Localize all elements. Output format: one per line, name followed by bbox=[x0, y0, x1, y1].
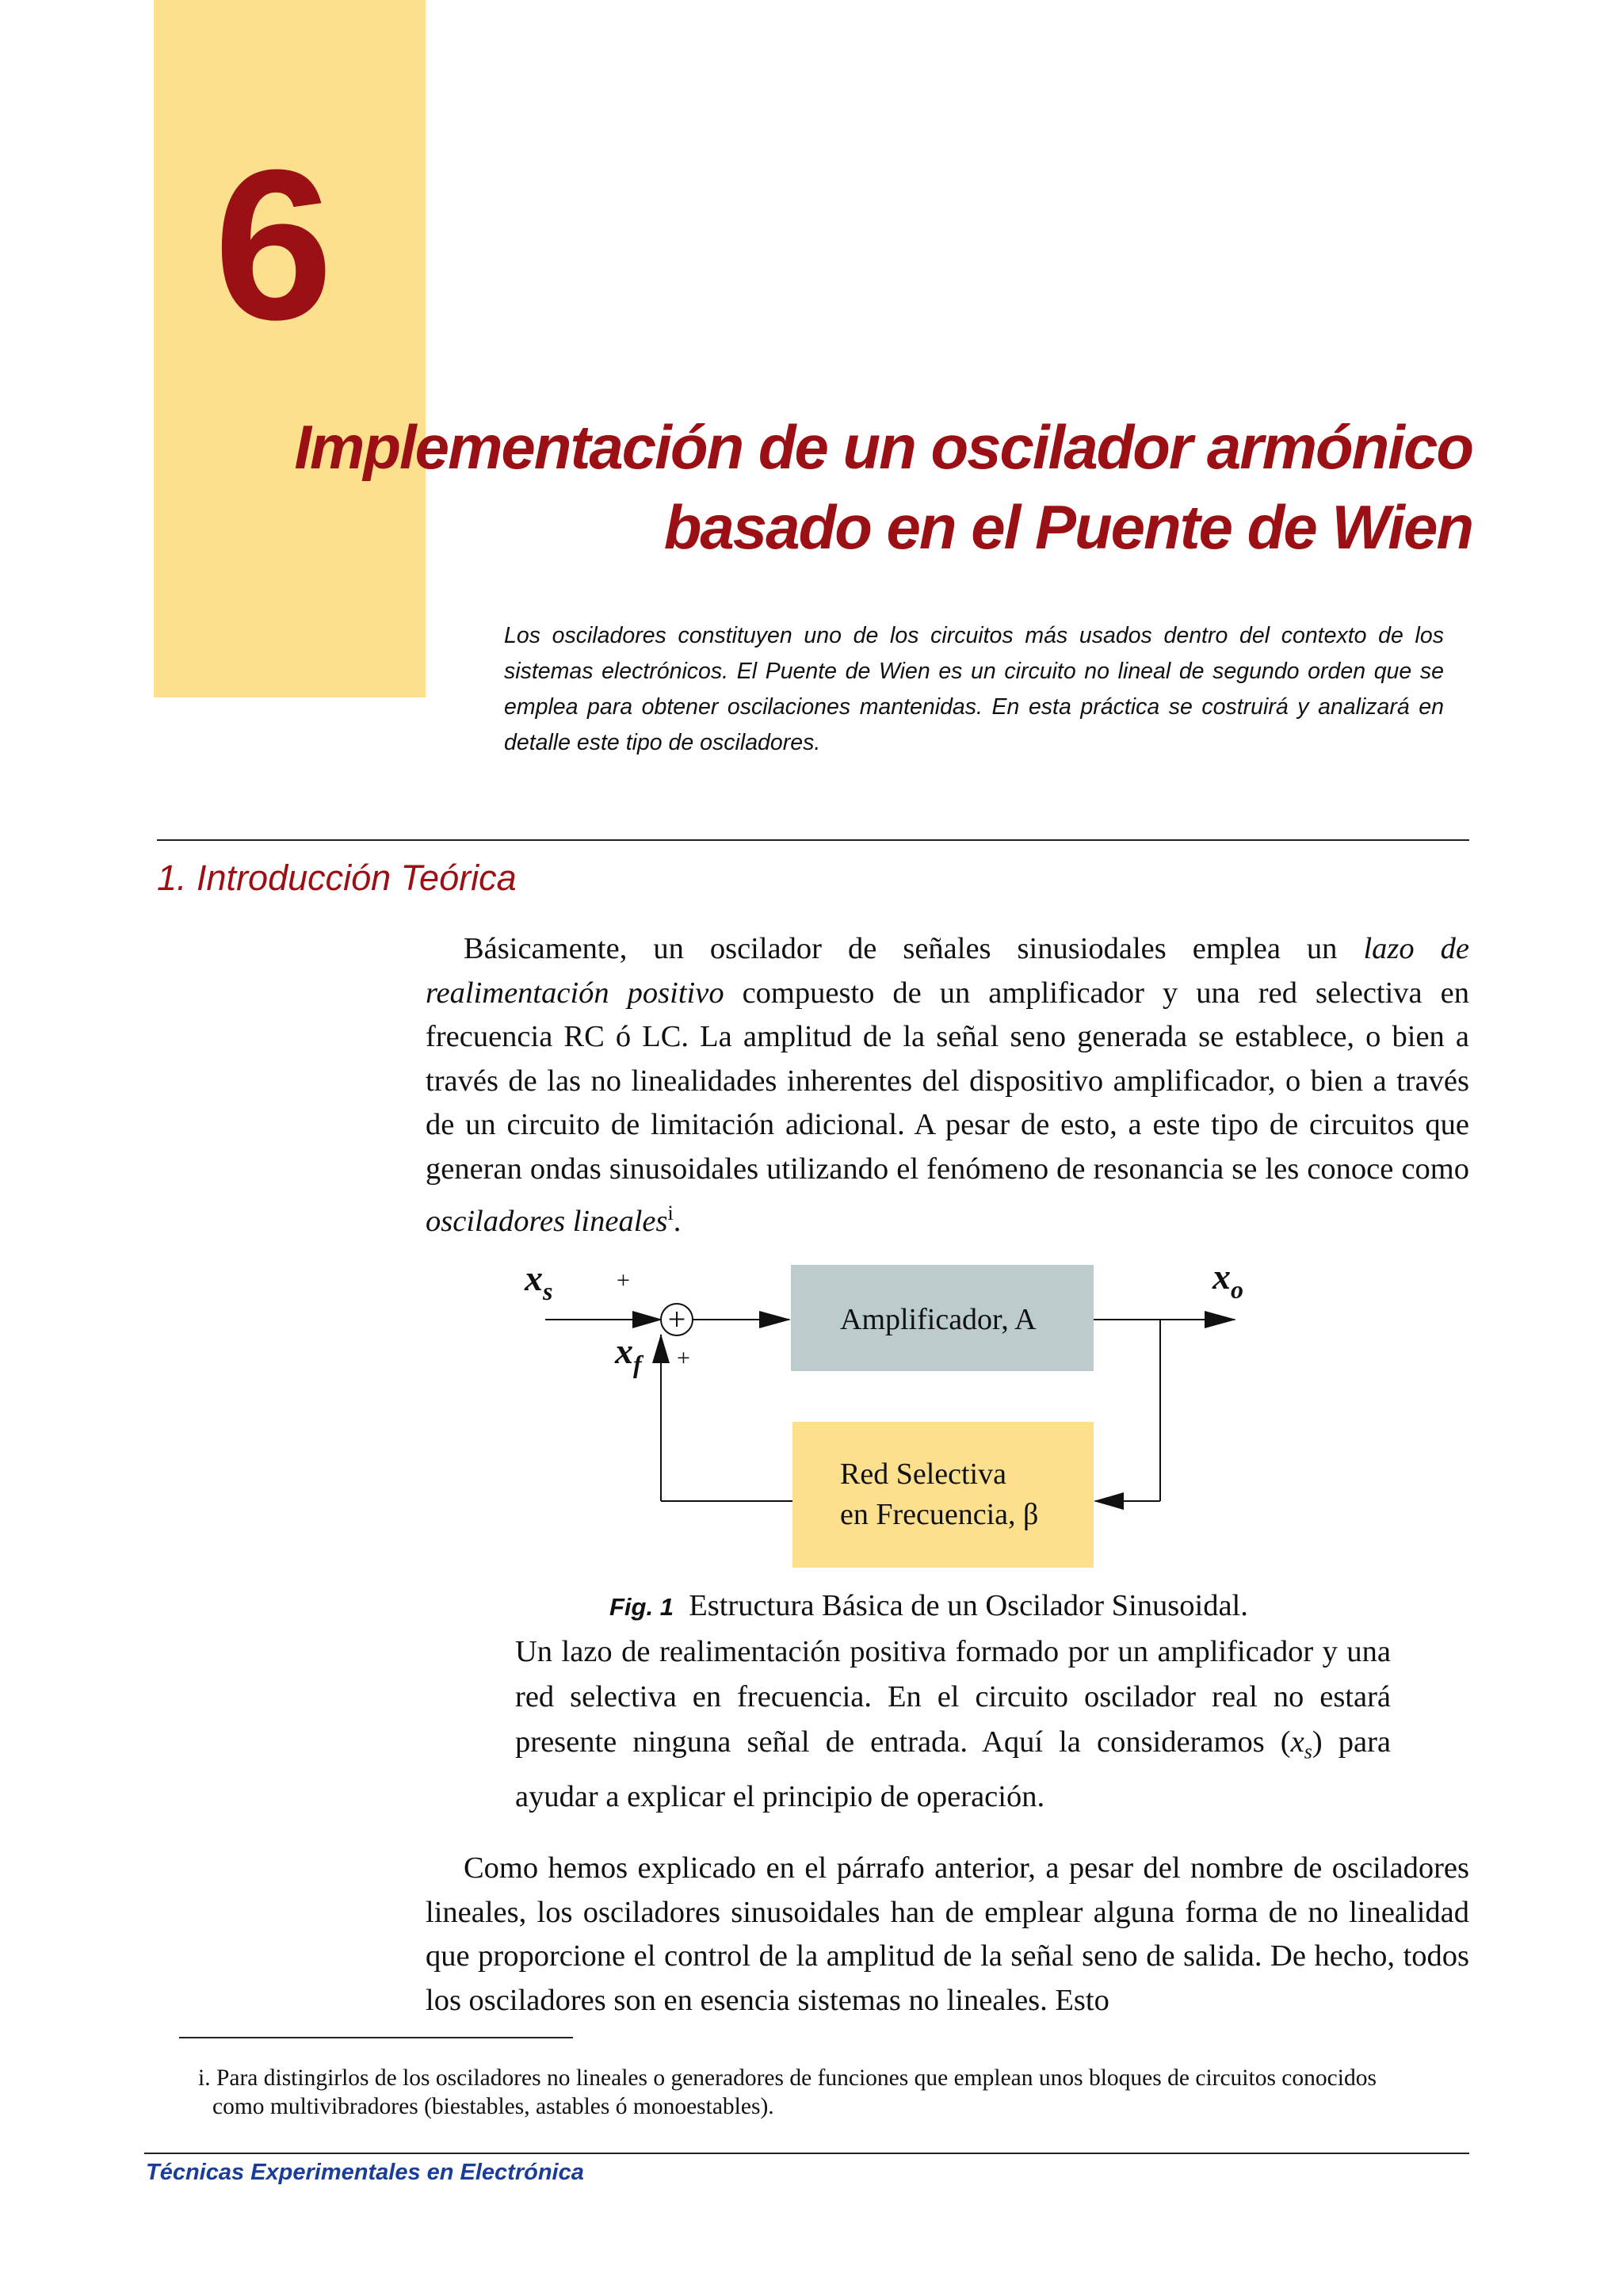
figure-caption-title: Estructura Básica de un Oscilador Sinusoidal. bbox=[689, 1589, 1248, 1622]
chapter-title-line-1: Implementación de un oscilador armónico bbox=[294, 412, 1472, 482]
plus-sign-feedback: + bbox=[677, 1345, 690, 1371]
chapter-number: 6 bbox=[214, 126, 334, 365]
intro-paragraph bbox=[426, 927, 1469, 1244]
oscillator-block-diagram bbox=[507, 1252, 1268, 1585]
emphasis-term: osciladores lineales bbox=[426, 1204, 668, 1238]
figure-label: Fig. 1 bbox=[609, 1593, 674, 1621]
arrow-output bbox=[1205, 1311, 1236, 1328]
section-divider bbox=[157, 839, 1469, 841]
figure-caption bbox=[515, 1584, 1391, 1820]
chapter-abstract: Los osciladores constituyen uno de los circuitos más usados dentro del contexto de los sistemas electrónicos. El Puente de Wien es un circuito no lineal de segundo orden que se emplea para obtener oscilaciones mantenidas. En esta práctica se costruirá y analizará en detalle este tipo de osciladores. bbox=[504, 623, 1444, 755]
footnote-marker: i. bbox=[198, 2065, 211, 2091]
caption-variable-subscript: s bbox=[1304, 1740, 1312, 1763]
arrow-to-selective bbox=[1094, 1492, 1124, 1510]
footnote-reference[interactable]: i bbox=[667, 1201, 674, 1224]
amplifier-label: Amplificador, A bbox=[840, 1303, 1037, 1336]
footnote-divider bbox=[179, 2037, 573, 2038]
figure-caption-end: ) para ayudar a explicar el principio de operación. bbox=[515, 1725, 1391, 1813]
section-heading: 1. Introducción Teórica bbox=[157, 858, 517, 898]
footer-divider bbox=[144, 2153, 1469, 2154]
chapter-title-line-2: basado en el Puente de Wien bbox=[663, 492, 1472, 562]
paragraph-text: Básicamente, un oscilador de señales sinusiodales emplea un bbox=[464, 932, 1364, 965]
arrow-input bbox=[632, 1311, 663, 1328]
output-variable-label: $x_o$ bbox=[1212, 1256, 1243, 1304]
selective-label-line-1: Red Selectiva bbox=[840, 1457, 1006, 1491]
paragraph-text: compuesto de un amplificador y una red selectiva en frecuencia RC ó LC. La amplitud de la señal seno generada se establece, o bien a través de las no linealidades inherentes del dispositivo amplificador, o bien a través de un circuito de limitación adicional. A pesar de esto, a este tipo de circuitos que generan ondas sinusoidales utilizando el fenómeno de resonancia se les conoce como bbox=[426, 976, 1469, 1186]
selective-network-block bbox=[792, 1422, 1094, 1568]
plus-sign-input: + bbox=[617, 1267, 630, 1293]
input-variable-label: $x_s$ bbox=[525, 1258, 553, 1305]
footnote bbox=[198, 2064, 1425, 2121]
figure-caption-body: Un lazo de realimentación positiva formado por un amplificador y una red selectiva en frecuencia. En el circuito oscilador real no estará presente ninguna señal de entrada. Aquí la consideramos ( bbox=[515, 1635, 1391, 1759]
selective-label-line-2: en Frecuencia, β bbox=[840, 1498, 1039, 1531]
summing-symbol: + bbox=[667, 1301, 686, 1337]
arrow-to-amplifier bbox=[759, 1311, 791, 1328]
feedback-variable-label: $x_f$ bbox=[615, 1331, 642, 1378]
emphasis-term: lazo de realimentación positivo bbox=[426, 932, 1469, 1010]
page-footer: Técnicas Experimentales en Electrónica bbox=[146, 2160, 584, 2185]
second-paragraph: Como hemos explicado en el párrafo anterior, a pesar del nombre de osciladores lineales, los osciladores sinusoidales han de emplear alguna forma de no linealidad que proporcione el control de la amplitud de la señal seno de salida. De hecho, todos los osciladores son en esencia sistemas no lineales. Esto bbox=[426, 1851, 1469, 2017]
paragraph-text: . bbox=[673, 1204, 682, 1238]
arrow-feedback-up bbox=[652, 1334, 670, 1363]
caption-variable: x bbox=[1290, 1725, 1304, 1759]
footnote-text: Para distingirlos de los osciladores no lineales o generadores de funciones que emplean unos bloques de circuitos conocidos como multivibradores (biestables, astables ó monoestables). bbox=[212, 2065, 1377, 2119]
figure-caption-title-line bbox=[515, 1584, 1391, 1629]
